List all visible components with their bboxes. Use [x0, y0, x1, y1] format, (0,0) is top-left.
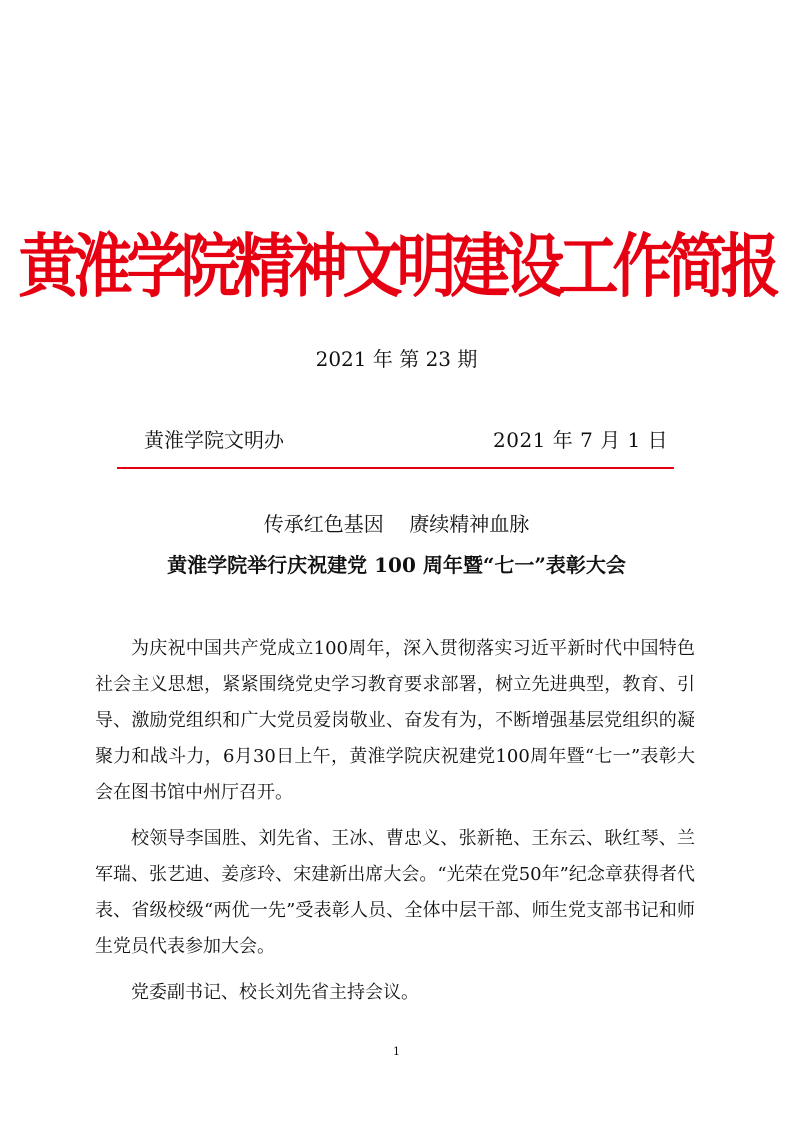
article-body [95, 631, 695, 1021]
paragraph: 党委副书记、校长刘先省主持会议。 [131, 982, 419, 1003]
article-headline: 黄淮学院举行庆祝建党 100 周年暨“七一”表彰大会 [167, 553, 626, 577]
paragraph: 为庆祝中国共产党成立100周年，深入贯彻落实习近平新时代中国特色社会主义思想，紧紧围绕党史学习教育要求部署，树立先进典型，教育、引导、激励党组织和广大党员爱岗敬业、奋发有为，不断增强基层党组织的凝聚力和战斗力，6月30日上午，黄淮学院庆祝建党100周年暨“七一”表彰大会在图书馆中州厅召开。 [95, 638, 695, 803]
article-subtitle: 传承红色基因 赓续精神血脉 [263, 512, 530, 536]
issue-number: 2021 年 第 23 期 [315, 347, 478, 371]
red-divider [117, 467, 674, 469]
masthead-title: 黄淮学院精神文明建设工作简报 [18, 226, 775, 308]
issue-date: 2021 年 7 月 1 日 [493, 428, 669, 452]
page-number: 1 [393, 1045, 400, 1058]
paragraph: 校领导李国胜、刘先省、王冰、曹忠义、张新艳、王东云、耿红琴、兰军瑞、张艺迪、姜彦玲、宋建新出席大会。“光荣在党50年”纪念章获得者代表、省级校级“两优一先”受表彰人员、全体中层干部、师生党支部书记和师生党员代表参加大会。 [95, 828, 695, 957]
issuing-office: 黄淮学院文明办 [144, 428, 284, 452]
